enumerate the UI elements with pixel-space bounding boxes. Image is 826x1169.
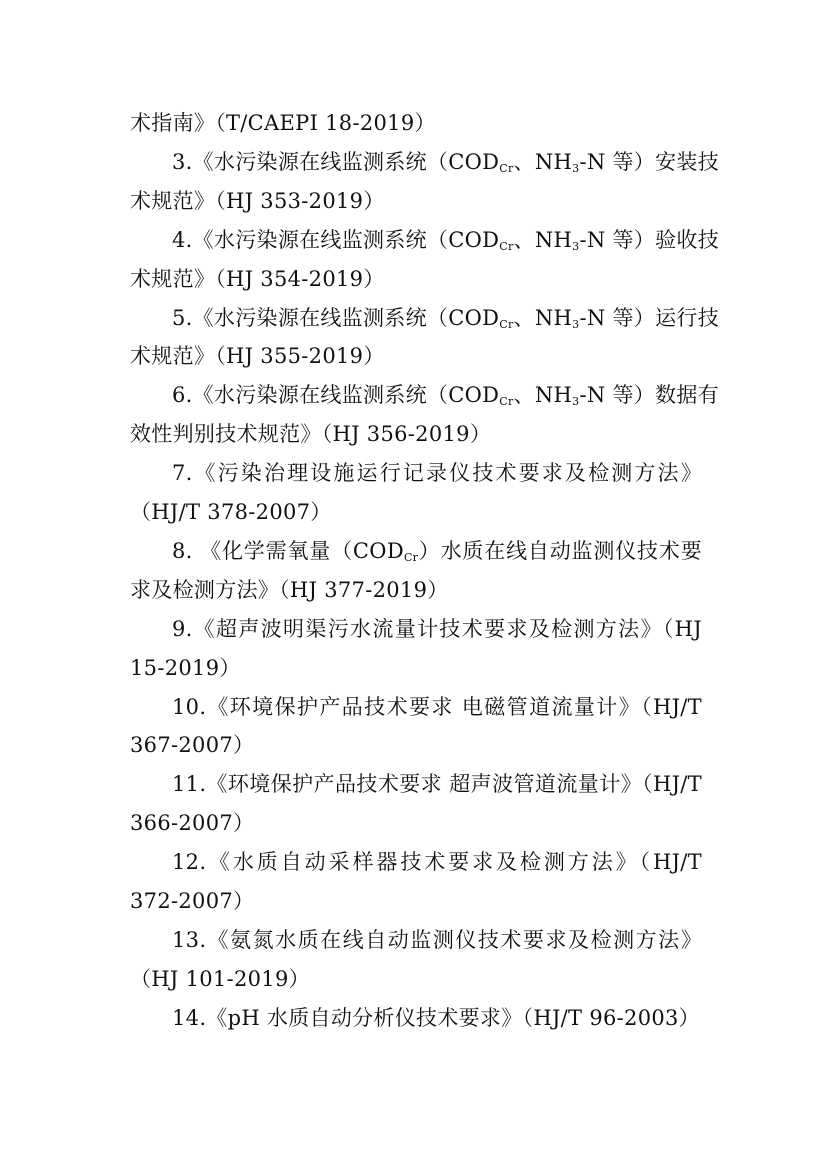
- text-line: 5.《水污染源在线监测系统（$COD_{Cr}$、$NH_3-N$ 等）运行技: [172, 306, 719, 331]
- text-line: 8. 《化学需氧量$(COD_{Cr})$水质在线自动监测仪技术要: [172, 539, 702, 564]
- text-line: （HJ 101-2019）: [130, 967, 310, 991]
- text-line: 366-2007）: [130, 811, 255, 835]
- text-line: 4.《水污染源在线监测系统（$COD_{Cr}$、$NH_3-N$ 等）验收技: [172, 228, 719, 253]
- text-line: （HJ/T 378-2007）: [130, 500, 332, 524]
- text-line: 术规范》（HJ 353-2019）: [130, 189, 385, 213]
- text-line: 13.《氨氮水质在线自动监测仪技术要求及检测方法》: [172, 928, 702, 952]
- text-line: 7.《污染治理设施运行记录仪技术要求及检测方法》: [172, 461, 702, 485]
- text-line: 3.《水污染源在线监测系统（$COD_{Cr}$、$NH_3-N$ 等）安装技: [172, 150, 719, 175]
- text-line: 求及检测方法》（HJ 377-2019）: [130, 578, 449, 602]
- text-line: 14.《pH 水质自动分析仪技术要求》（HJ/T 96-2003）: [172, 1006, 700, 1030]
- text-line: 术指南》（T/CAEPI 18-2019）: [130, 111, 436, 135]
- text-line: 6.《水污染源在线监测系统（$COD_{Cr}$、$NH_3-N$ 等）数据有: [172, 383, 719, 408]
- text-line: 10.《环境保护产品技术要求 电磁管道流量计》（HJ/T: [172, 695, 702, 719]
- text-line: 术规范》（HJ 354-2019）: [130, 267, 385, 291]
- text-line: 15-2019）: [130, 656, 241, 680]
- text-line: 9.《超声波明渠污水流量计技术要求及检测方法》（HJ: [172, 617, 702, 641]
- text-line: 效性判别技术规范》（HJ 356-2019）: [130, 422, 492, 446]
- text-line: 367-2007）: [130, 733, 255, 757]
- text-line: 12.《水质自动采样器技术要求及检测方法》（HJ/T: [172, 850, 702, 874]
- text-line: 11.《环境保护产品技术要求 超声波管道流量计》（HJ/T: [172, 772, 702, 796]
- text-line: 术规范》（HJ 355-2019）: [130, 344, 385, 368]
- text-line: 372-2007）: [130, 889, 255, 913]
